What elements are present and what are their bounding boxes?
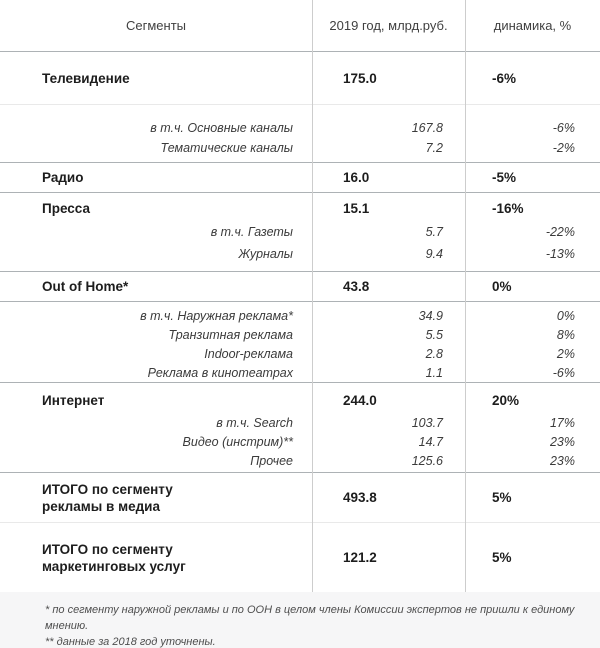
- section-internet: [0, 383, 600, 473]
- section-ooh-subs: [0, 302, 600, 383]
- change-cell: -13%: [545, 247, 575, 261]
- header-dynamics: динамика, %: [493, 18, 572, 33]
- table-row: [0, 363, 600, 382]
- table-row: [0, 481, 600, 515]
- subsegment-label: в т.ч. Основные каналы: [150, 121, 293, 135]
- table-row: [0, 387, 600, 413]
- subsegment-label: в т.ч. Search: [216, 415, 293, 430]
- total-label: ИТОГО по сегменту рекламы в медиа: [42, 481, 173, 514]
- table-row: [0, 413, 600, 432]
- subsegment-label: в т.ч. Наружная реклама*: [140, 309, 293, 324]
- subsegment-label: Прочее: [250, 453, 293, 468]
- table-row: [0, 118, 600, 138]
- value-cell: 14.7: [418, 434, 443, 449]
- change-cell: -6%: [552, 365, 575, 380]
- table-row: [0, 541, 600, 575]
- section-pressa: [0, 193, 600, 272]
- table-row: [0, 279, 600, 294]
- change-cell: 0%: [492, 279, 512, 294]
- value-cell: 9.4: [425, 247, 443, 261]
- segment-label: Out of Home*: [42, 279, 129, 294]
- section-total-media: [0, 473, 600, 523]
- value-cell: 43.8: [343, 279, 370, 294]
- table-row: [0, 243, 600, 265]
- change-cell: 5%: [492, 490, 512, 505]
- change-cell: 17%: [549, 415, 575, 430]
- table-header: [0, 0, 600, 52]
- value-cell: 121.2: [343, 550, 377, 565]
- table-row: [0, 345, 600, 364]
- change-cell: 23%: [549, 434, 575, 449]
- segment-label: Интернет: [42, 392, 105, 408]
- footnote-2018-data: ** данные за 2018 год уточнены.: [45, 636, 216, 648]
- table-row: [0, 71, 600, 86]
- section-radio: [0, 163, 600, 193]
- value-cell: 5.5: [425, 328, 443, 343]
- value-cell: 7.2: [425, 141, 443, 155]
- table-row: [0, 326, 600, 345]
- header-2019-value: 2019 год, млрд.руб.: [329, 18, 448, 33]
- change-cell: -6%: [552, 121, 575, 135]
- value-cell: 167.8: [411, 121, 443, 135]
- value-cell: 493.8: [343, 490, 377, 505]
- subsegment-label: Реклама в кинотеатрах: [147, 365, 293, 380]
- section-tv-subs: [0, 105, 600, 163]
- change-cell: 0%: [556, 309, 575, 324]
- value-cell: 2.8: [425, 346, 443, 361]
- change-cell: -6%: [492, 70, 517, 86]
- change-cell: 5%: [492, 550, 512, 565]
- footnotes-area: [0, 592, 600, 648]
- subsegment-label: Indoor-реклама: [204, 346, 293, 361]
- change-cell: 8%: [556, 328, 575, 343]
- value-cell: 16.0: [343, 170, 370, 185]
- change-cell: -2%: [552, 141, 575, 155]
- section-ooh: [0, 272, 600, 302]
- table-row: [0, 451, 600, 470]
- segment-label: Радио: [42, 170, 84, 185]
- column-divider-1: [312, 0, 313, 592]
- subsegment-label: в т.ч. Газеты: [210, 225, 293, 239]
- subsegment-label: Журналы: [238, 247, 293, 261]
- subsegment-label: Транзитная реклама: [168, 328, 293, 343]
- value-cell: 125.6: [411, 453, 443, 468]
- table-row: [0, 307, 600, 326]
- subsegment-label: Видео (инстрим)**: [182, 434, 293, 449]
- segment-label: Телевидение: [42, 70, 130, 86]
- change-cell: 23%: [549, 453, 575, 468]
- table-row: [0, 195, 600, 221]
- value-cell: 15.1: [343, 200, 370, 216]
- value-cell: 34.9: [418, 309, 443, 324]
- footnote-outdoor: * по сегменту наружной рекламы и по OOH в целом члены Комиссии экспертов не пришли к единому мнению.: [45, 604, 575, 632]
- value-cell: 1.1: [425, 365, 443, 380]
- column-divider-2: [465, 0, 466, 592]
- segment-label: Пресса: [42, 200, 90, 216]
- change-cell: -16%: [492, 200, 524, 216]
- value-cell: 5.7: [425, 225, 443, 239]
- value-cell: 103.7: [411, 415, 443, 430]
- table-row: [0, 432, 600, 451]
- total-label: ИТОГО по сегменту маркетинговых услуг: [42, 541, 186, 574]
- change-cell: 2%: [556, 346, 575, 361]
- section-tv: [0, 52, 600, 105]
- table-row: [0, 138, 600, 158]
- value-cell: 244.0: [343, 392, 377, 408]
- change-cell: -22%: [545, 225, 575, 239]
- change-cell: -5%: [492, 170, 517, 185]
- table-row: [0, 221, 600, 243]
- subsegment-label: Тематические каналы: [160, 141, 293, 155]
- section-total-marketing: [0, 523, 600, 592]
- change-cell: 20%: [492, 392, 520, 408]
- header-segments: Сегменты: [125, 18, 186, 33]
- value-cell: 175.0: [343, 70, 377, 86]
- table-row: [0, 170, 600, 185]
